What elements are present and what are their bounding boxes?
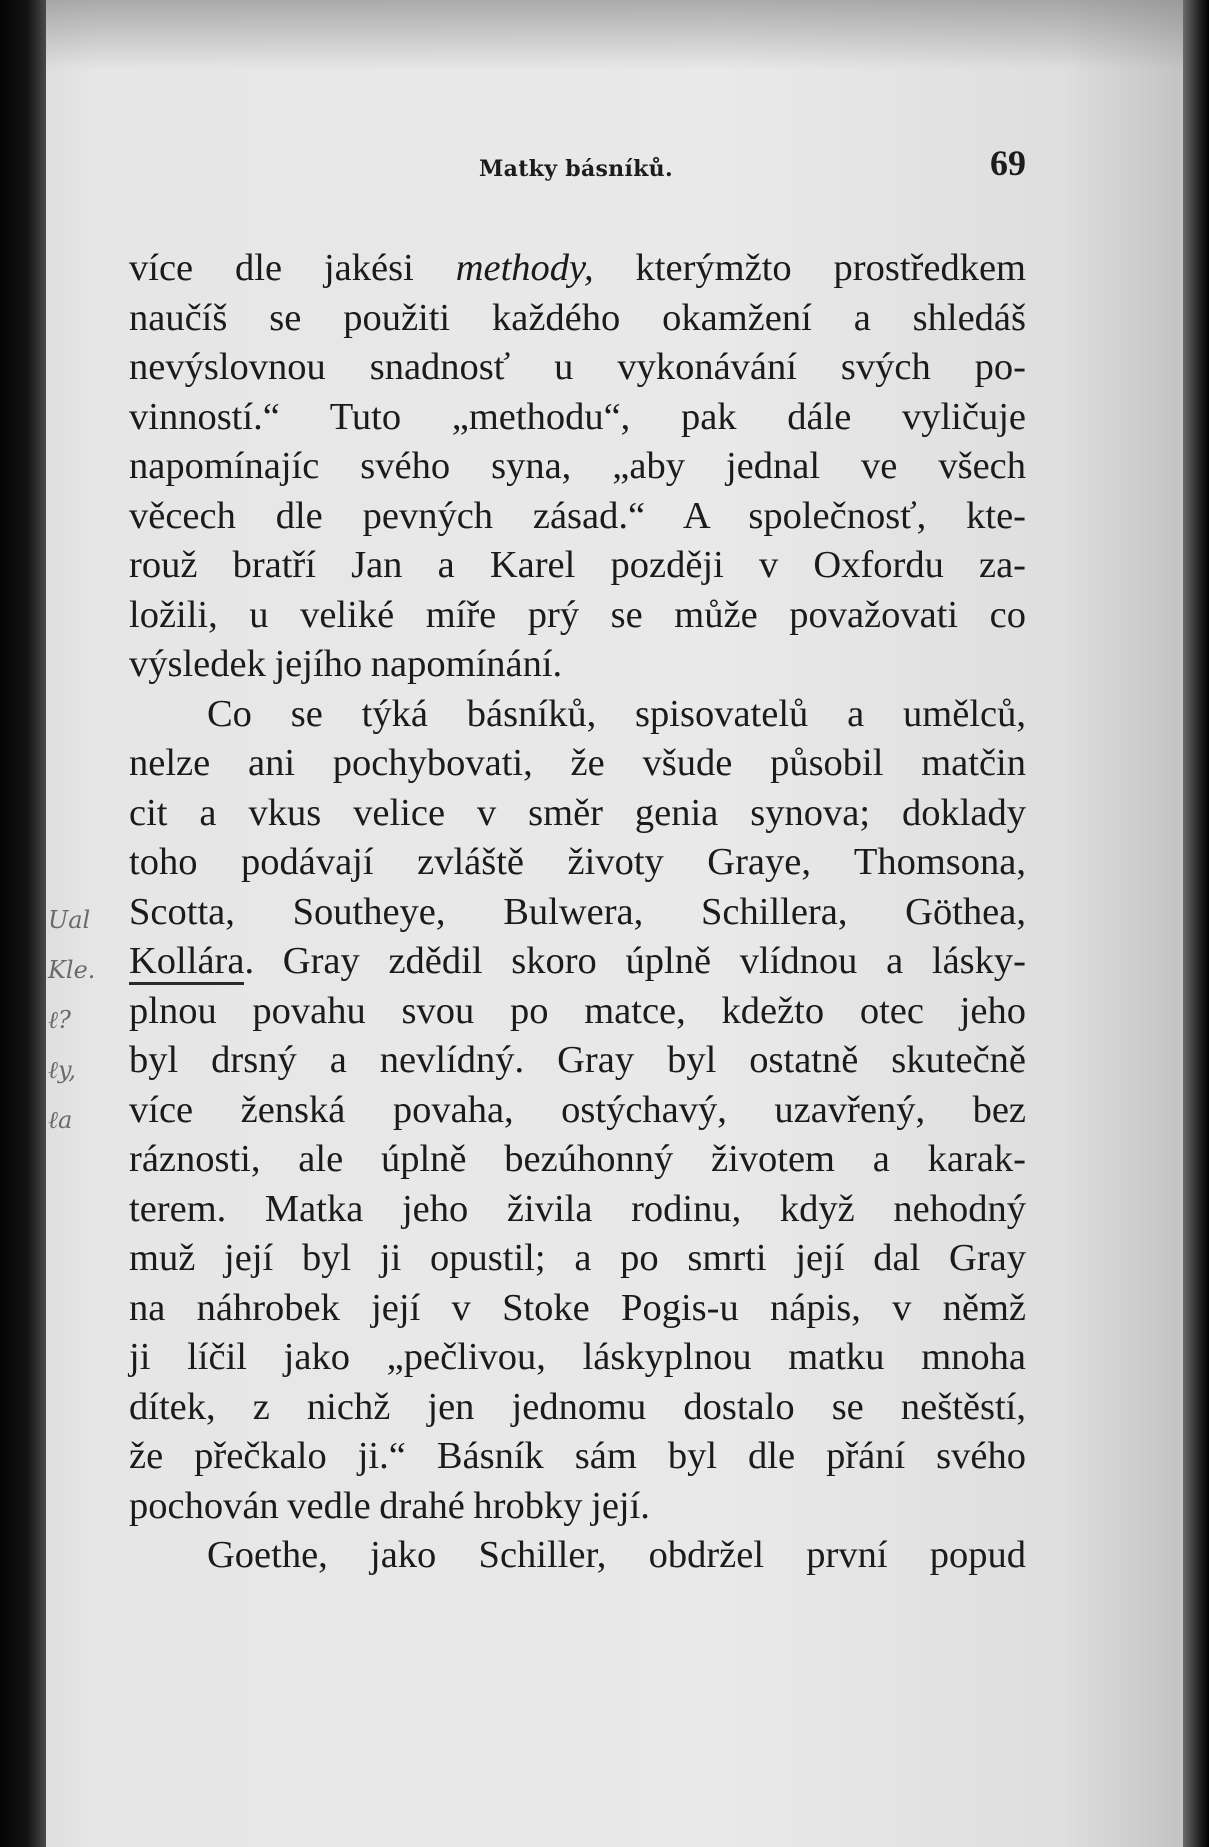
page-number: 69 — [990, 143, 1026, 183]
text-line: terem. Matka jeho živila rodinu, když nehodný — [129, 1187, 1026, 1230]
text-line: Co se týká básníků, spisovatelů a umělců, — [207, 692, 1026, 735]
body-text — [129, 244, 1026, 1581]
text-line: výsledek jejího napomínání. — [129, 643, 563, 685]
page-right-edge — [1183, 0, 1209, 1847]
text-line: ji líčil jako „pečlivou, láskyplnou matku mnoha — [129, 1336, 1026, 1378]
text-line: ráznosti, ale úplně bezúhonný životem a karak- — [129, 1138, 1026, 1180]
running-head: Matky básníků. — [479, 156, 673, 182]
text-line: Goethe, jako Schiller, obdržel první popud — [207, 1534, 1026, 1576]
text-line: nelze ani pochybovati, že všude působil matčin — [129, 742, 1026, 784]
text-line: Kollára. Gray zdědil skoro úplně vlídnou a lásky- — [129, 937, 1026, 987]
marginal-note: ℓy, — [48, 1056, 76, 1084]
text-line: Scotta, Southeye, Bulwera, Schillera, Göthea, — [129, 890, 1026, 933]
text-line: nevýslovnou snadnosť u vykonávání svých po- — [129, 346, 1026, 388]
page-header — [129, 140, 1026, 192]
marginal-note: Kle. — [48, 956, 96, 984]
text-line: věcech dle pevných zásad.“ A společnosť, kte- — [129, 494, 1026, 537]
marginal-note: Ual — [48, 906, 91, 934]
underlined-name: Kollára — [129, 940, 244, 985]
text-line: cit a vkus velice v směr genia synova; doklady — [129, 791, 1026, 834]
text-line: plnou povahu svou po matce, kdežto otec jeho — [129, 989, 1026, 1032]
italic-word: methody, — [455, 247, 594, 289]
marginal-note: ℓa — [48, 1106, 73, 1134]
text-line: pochován vedle drahé hrobky její. — [129, 1484, 650, 1527]
text-line: na náhrobek její v Stoke Pogis-u nápis, v němž — [129, 1286, 1026, 1329]
text-line: napomínajíc svého syna, „aby jednal ve všech — [129, 445, 1026, 487]
text-line: že přečkalo ji.“ Básník sám byl dle přání svého — [129, 1435, 1026, 1477]
text-line: vinností.“ Tuto „methodu“, pak dále vyličuje — [129, 395, 1026, 438]
text-line: dítek, z nichž jen jednomu dostalo se neštěstí, — [129, 1385, 1026, 1428]
text-line: naučíš se použiti každého okamžení a shledáš — [129, 296, 1026, 339]
text-line: muž její byl ji opustil; a po smrti její dal Gray — [129, 1237, 1026, 1279]
text-line: více dle jakési methody, kterýmžto prostředkem — [129, 247, 1026, 289]
marginal-note: ℓ? — [48, 1006, 71, 1034]
text-line: toho podávají zvláště životy Graye, Thomsona, — [129, 841, 1026, 883]
text-line: ložili, u veliké míře prý se může považovati co — [129, 593, 1026, 636]
text-line: více ženská povaha, ostýchavý, uzavřený, bez — [129, 1088, 1026, 1131]
page-top-shadow — [46, 0, 1183, 70]
handwritten-marginalia — [48, 895, 128, 1135]
text-line: byl drsný a nevlídný. Gray byl ostatně skutečně — [129, 1039, 1026, 1081]
page-gutter-shadow — [0, 0, 46, 1847]
text-line: rouž bratří Jan a Karel později v Oxfordu za- — [129, 544, 1026, 586]
